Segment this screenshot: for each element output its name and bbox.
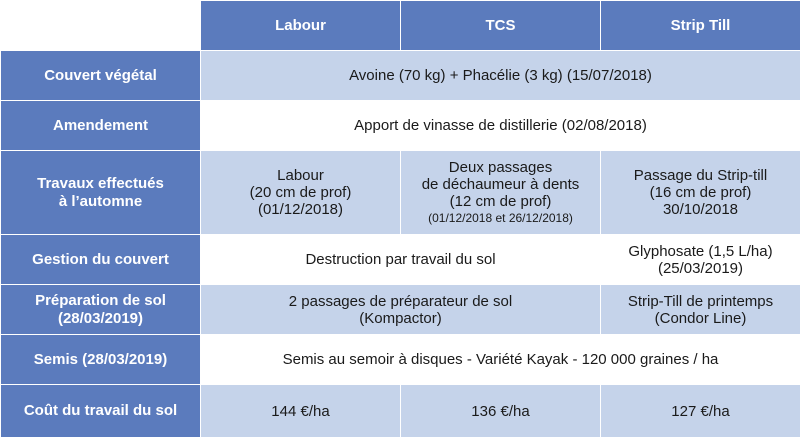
header-tcs: TCS: [401, 1, 601, 51]
row-label-cout-travail: Coût du travail du sol: [1, 385, 201, 438]
cell-amendement: Apport de vinasse de distillerie (02/08/2018): [201, 101, 800, 151]
preparation-labour-tcs-line2: (Kompactor): [207, 310, 594, 327]
travaux-labour-line3: (01/12/2018): [207, 201, 394, 218]
cell-cout-labour: 144 €/ha: [201, 385, 401, 438]
header-row: [1, 1, 800, 51]
travaux-tcs-line3: (12 cm de prof): [407, 193, 594, 210]
gestion-strip-line1: Glyphosate (1,5 L/ha): [607, 243, 794, 260]
cell-gestion-labour-tcs: Destruction par travail du sol: [201, 235, 601, 285]
preparation-label-line1: Préparation de sol: [7, 292, 194, 310]
row-cout-travail: [1, 385, 800, 438]
travaux-strip-line3: 30/10/2018: [607, 201, 794, 218]
row-label-travaux: [1, 151, 201, 235]
row-couvert-vegetal: [1, 51, 800, 101]
row-label-amendement: Amendement: [1, 101, 201, 151]
travaux-tcs-line2: de déchaumeur à dents: [407, 176, 594, 193]
gestion-strip-line2: (25/03/2019): [607, 260, 794, 277]
travaux-tcs-line4: (01/12/2018 et 26/12/2018): [407, 210, 594, 227]
row-label-gestion-couvert: Gestion du couvert: [1, 235, 201, 285]
header-corner: [1, 1, 201, 51]
row-gestion-couvert: [1, 235, 800, 285]
travaux-label-line1: Travaux effectués: [7, 175, 194, 193]
travaux-strip-line2: (16 cm de prof): [607, 184, 794, 201]
cell-cout-tcs: 136 €/ha: [401, 385, 601, 438]
cell-travaux-tcs: [401, 151, 601, 235]
row-label-semis: Semis (28/03/2019): [1, 335, 201, 385]
preparation-strip-line2: (Condor Line): [607, 310, 794, 327]
cell-semis: Semis au semoir à disques - Variété Kayak - 120 000 graines / ha: [201, 335, 800, 385]
row-label-couvert-vegetal: Couvert végétal: [1, 51, 201, 101]
row-semis: [1, 335, 800, 385]
row-travaux: [1, 151, 800, 235]
travaux-labour-line2: (20 cm de prof): [207, 184, 394, 201]
row-label-preparation-sol: [1, 285, 201, 335]
row-preparation-sol: [1, 285, 800, 335]
header-strip-till: Strip Till: [601, 1, 800, 51]
preparation-strip-line1: Strip-Till de printemps: [607, 293, 794, 310]
header-labour: Labour: [201, 1, 401, 51]
preparation-label-line2: (28/03/2019): [7, 310, 194, 328]
preparation-labour-tcs-line1: 2 passages de préparateur de sol: [207, 293, 594, 310]
cell-cout-strip-till: 127 €/ha: [601, 385, 800, 438]
cell-preparation-strip-till: [601, 285, 800, 335]
cell-gestion-strip-till: [601, 235, 800, 285]
travaux-strip-line1: Passage du Strip-till: [607, 167, 794, 184]
cell-travaux-strip-till: [601, 151, 800, 235]
cell-couvert-vegetal: Avoine (70 kg) + Phacélie (3 kg) (15/07/2018): [201, 51, 800, 101]
travaux-tcs-line1: Deux passages: [407, 159, 594, 176]
row-amendement: [1, 101, 800, 151]
cell-preparation-labour-tcs: [201, 285, 601, 335]
travaux-label-line2: à l’automne: [7, 193, 194, 211]
travaux-labour-line1: Labour: [207, 167, 394, 184]
cell-travaux-labour: [201, 151, 401, 235]
